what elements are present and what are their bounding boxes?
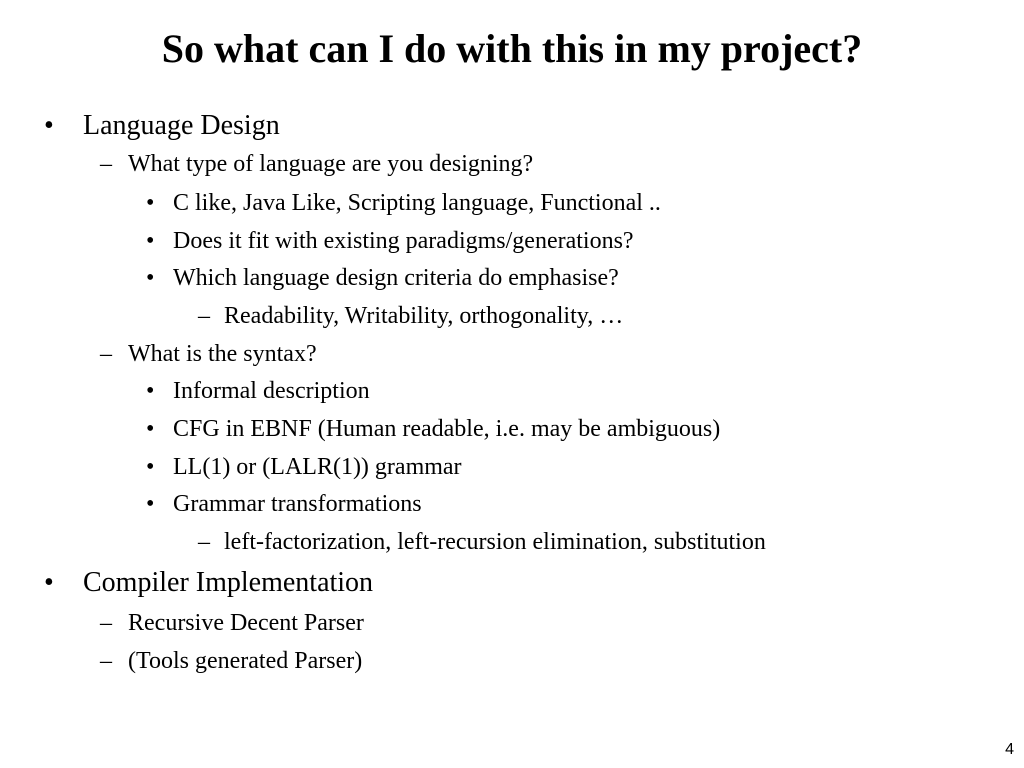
bullet-text: left-factorization, left-recursion elimination, substitution — [224, 529, 766, 555]
subbullet-recursive-parser — [100, 609, 364, 637]
subsubbullet-paradigms — [146, 227, 634, 255]
slide-title: So what can I do with this in my project? — [161, 26, 863, 71]
level4-transformations-list — [198, 528, 766, 556]
subsubbullet-criteria — [146, 264, 619, 292]
bullet-marker: • — [146, 190, 155, 216]
bullet-marker: • — [146, 491, 155, 517]
bullet-marker: • — [44, 110, 54, 141]
bullet-text: (Tools generated Parser) — [128, 648, 363, 674]
subsubbullet-informal-description — [146, 377, 370, 405]
bullet-text: Compiler Implementation — [83, 567, 374, 598]
subsubbullet-ll-lalr — [146, 453, 462, 481]
subsubbullet-grammar-transformations — [146, 490, 422, 518]
page-number: 4 — [1005, 741, 1014, 758]
subbullet-tools-parser — [100, 647, 362, 675]
dash-marker: – — [100, 648, 112, 674]
bullet-text: What type of language are you designing? — [128, 151, 534, 177]
bullet-text: Language Design — [83, 110, 280, 141]
bullet-marker: • — [146, 454, 155, 480]
bullet-text: Readability, Writability, orthogonality, … — [224, 303, 624, 329]
bullet-text: LL(1) or (LALR(1)) grammar — [173, 454, 462, 480]
bullet-text: Recursive Decent Parser — [128, 610, 364, 636]
dash-marker: – — [100, 610, 112, 636]
dash-marker: – — [198, 529, 210, 555]
bullet-marker: • — [146, 378, 155, 404]
dash-marker: – — [100, 341, 112, 367]
bullet-text: What is the syntax? — [128, 341, 317, 367]
dash-marker: – — [198, 303, 210, 329]
bullet-marker: • — [146, 416, 155, 442]
bullet-language-design — [44, 110, 280, 142]
bullet-text: Informal description — [173, 378, 370, 404]
subbullet-syntax — [100, 340, 317, 368]
bullet-marker: • — [146, 228, 155, 254]
bullet-marker: • — [44, 567, 54, 598]
subbullet-language-type — [100, 150, 533, 178]
bullet-compiler-implementation — [44, 567, 373, 599]
bullet-text: Which language design criteria do emphasise? — [173, 265, 619, 291]
bullet-text: CFG in EBNF (Human readable, i.e. may be ambiguous) — [173, 416, 721, 442]
dash-marker: – — [100, 151, 112, 177]
bullet-text: Does it fit with existing paradigms/generations? — [173, 228, 634, 254]
level4-criteria-examples — [198, 302, 623, 330]
bullet-marker: • — [146, 265, 155, 291]
subsubbullet-cfg-ebnf — [146, 415, 720, 443]
bullet-text: Grammar transformations — [173, 491, 422, 517]
bullet-text: C like, Java Like, Scripting language, Functional .. — [173, 190, 661, 216]
subsubbullet-language-examples — [146, 189, 661, 217]
